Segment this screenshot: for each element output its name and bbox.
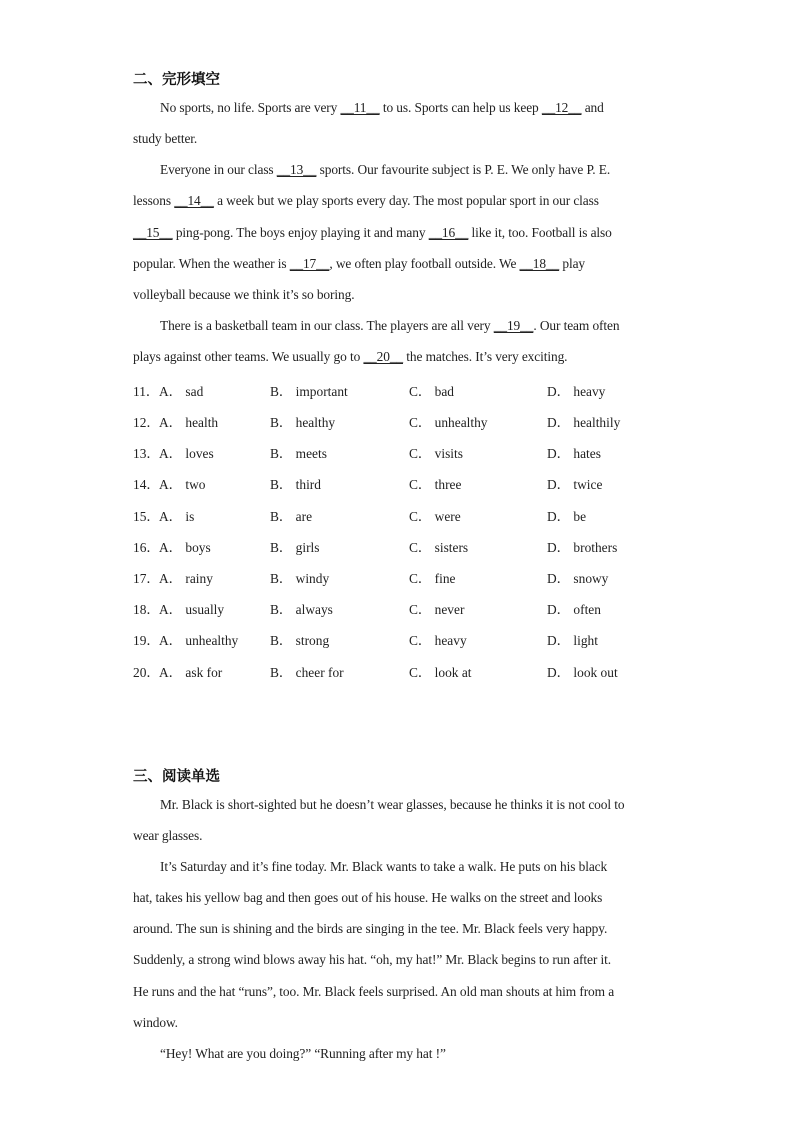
option-b: B． meets bbox=[270, 446, 327, 461]
text: lessons bbox=[133, 193, 175, 208]
option-d: D． snowy bbox=[547, 571, 609, 586]
option-b: B． windy bbox=[270, 571, 330, 586]
option-a: A． usually bbox=[159, 602, 225, 617]
option-c: C． three bbox=[409, 477, 462, 492]
option-d: D． hates bbox=[547, 446, 601, 461]
text: and bbox=[581, 100, 604, 115]
option-b: B． third bbox=[270, 477, 321, 492]
reading-line: around. The sun is shining and the birds are singing in the tee. Mr. Black feels very happy. bbox=[133, 921, 608, 936]
option-b: B． always bbox=[270, 602, 333, 617]
reading-line: It’s Saturday and it’s fine today. Mr. Black wants to take a walk. He puts on his black bbox=[160, 859, 608, 874]
reading-line: hat, takes his yellow bag and then goes out of his house. He walks on the street and looks bbox=[133, 890, 603, 905]
option-c: C． bad bbox=[409, 384, 455, 399]
passage-line: volleyball because we think it’s so boring. bbox=[133, 287, 355, 302]
question-row-16 bbox=[133, 537, 693, 553]
question-row-11 bbox=[133, 381, 693, 397]
text: ping-pong. The boys enjoy playing it and many bbox=[172, 225, 429, 240]
blank-19: __19__ bbox=[493, 318, 534, 333]
section-title-reading: 三、阅读单选 bbox=[133, 769, 220, 785]
blank-11: __11__ bbox=[340, 100, 380, 115]
question-number: 14． bbox=[133, 477, 160, 492]
passage-line bbox=[133, 193, 599, 209]
blank-18: __18__ bbox=[519, 256, 560, 271]
text: a week but we play sports every day. The most popular sport in our class bbox=[213, 193, 599, 208]
question-number: 13． bbox=[133, 446, 160, 461]
option-b: B． healthy bbox=[270, 415, 336, 430]
option-d: D． be bbox=[547, 509, 587, 524]
option-d: D． twice bbox=[547, 477, 603, 492]
reading-line: Suddenly, a strong wind blows away his hat. “oh, my hat!” Mr. Black begins to run after it. bbox=[133, 952, 611, 967]
blank-14: __14__ bbox=[174, 193, 214, 208]
question-number: 20． bbox=[133, 665, 160, 680]
blank-15: __15__ bbox=[133, 225, 173, 240]
reading-line: window. bbox=[133, 1015, 178, 1030]
reading-line: He runs and the hat “runs”, too. Mr. Black feels surprised. An old man shouts at him from a bbox=[133, 984, 615, 999]
option-d: D． healthily bbox=[547, 415, 621, 430]
text: play bbox=[559, 256, 586, 271]
passage-line: study better. bbox=[133, 131, 198, 146]
question-row-17 bbox=[133, 568, 693, 584]
option-c: C． fine bbox=[409, 571, 456, 586]
option-a: A． loves bbox=[159, 446, 214, 461]
question-number: 18． bbox=[133, 602, 160, 617]
option-d: D． often bbox=[547, 602, 601, 617]
text: Everyone in our class bbox=[160, 162, 277, 177]
question-row-20 bbox=[133, 662, 693, 678]
question-number: 12． bbox=[133, 415, 160, 430]
blank-16: __16__ bbox=[428, 225, 469, 240]
blank-17: __17__ bbox=[289, 256, 330, 271]
passage-line bbox=[133, 349, 567, 365]
text: plays against other teams. We usually go to bbox=[133, 349, 364, 364]
option-a: A． ask for bbox=[159, 665, 223, 680]
option-d: D． look out bbox=[547, 665, 618, 680]
question-row-14 bbox=[133, 474, 693, 490]
passage-line bbox=[133, 256, 585, 272]
option-b: B． important bbox=[270, 384, 348, 399]
blank-12: __12__ bbox=[541, 100, 582, 115]
option-b: B． girls bbox=[270, 540, 320, 555]
option-a: A． unhealthy bbox=[159, 633, 239, 648]
question-number: 17． bbox=[133, 571, 160, 586]
text: No sports, no life. Sports are very bbox=[160, 100, 341, 115]
option-c: C． heavy bbox=[409, 633, 467, 648]
text: to us. Sports can help us keep bbox=[379, 100, 542, 115]
section-title-cloze: 二、完形填空 bbox=[133, 72, 220, 88]
option-a: A． boys bbox=[159, 540, 211, 555]
question-row-18 bbox=[133, 599, 693, 615]
option-b: B． cheer for bbox=[270, 665, 344, 680]
reading-line: “Hey! What are you doing?” “Running after my hat !” bbox=[160, 1046, 446, 1061]
option-a: A． is bbox=[159, 509, 195, 524]
option-c: C． were bbox=[409, 509, 461, 524]
question-row-12 bbox=[133, 412, 693, 428]
option-b: B． strong bbox=[270, 633, 330, 648]
question-row-19 bbox=[133, 630, 693, 646]
question-number: 16． bbox=[133, 540, 160, 555]
text: popular. When the weather is bbox=[133, 256, 290, 271]
text: like it, too. Football is also bbox=[468, 225, 612, 240]
option-a: A． two bbox=[159, 477, 206, 492]
option-b: B． are bbox=[270, 509, 313, 524]
blank-20: __20__ bbox=[363, 349, 404, 364]
option-c: C． unhealthy bbox=[409, 415, 488, 430]
option-d: D． heavy bbox=[547, 384, 606, 399]
passage-line bbox=[133, 225, 612, 241]
option-c: C． sisters bbox=[409, 540, 469, 555]
passage-line bbox=[160, 162, 610, 178]
option-c: C． never bbox=[409, 602, 465, 617]
question-number: 15． bbox=[133, 509, 160, 524]
option-c: C． visits bbox=[409, 446, 463, 461]
text: , we often play football outside. We bbox=[329, 256, 520, 271]
option-a: A． sad bbox=[159, 384, 204, 399]
text: . Our team often bbox=[533, 318, 620, 333]
text: There is a basketball team in our class. The players are all very bbox=[160, 318, 494, 333]
text: sports. Our favourite subject is P. E. We only have P. E. bbox=[316, 162, 611, 177]
option-c: C． look at bbox=[409, 665, 472, 680]
option-a: A． rainy bbox=[159, 571, 213, 586]
question-row-15 bbox=[133, 506, 693, 522]
option-d: D． brothers bbox=[547, 540, 618, 555]
blank-13: __13__ bbox=[276, 162, 317, 177]
passage-line bbox=[160, 100, 604, 116]
option-a: A． health bbox=[159, 415, 219, 430]
option-d: D． light bbox=[547, 633, 598, 648]
reading-line: wear glasses. bbox=[133, 828, 203, 843]
question-number: 19． bbox=[133, 633, 160, 648]
question-number: 11． bbox=[133, 384, 160, 399]
reading-line: Mr. Black is short-sighted but he doesn’t wear glasses, because he thinks it is not cool to bbox=[160, 797, 625, 812]
question-row-13 bbox=[133, 443, 693, 459]
passage-line bbox=[160, 318, 619, 334]
text: the matches. It’s very exciting. bbox=[403, 349, 568, 364]
